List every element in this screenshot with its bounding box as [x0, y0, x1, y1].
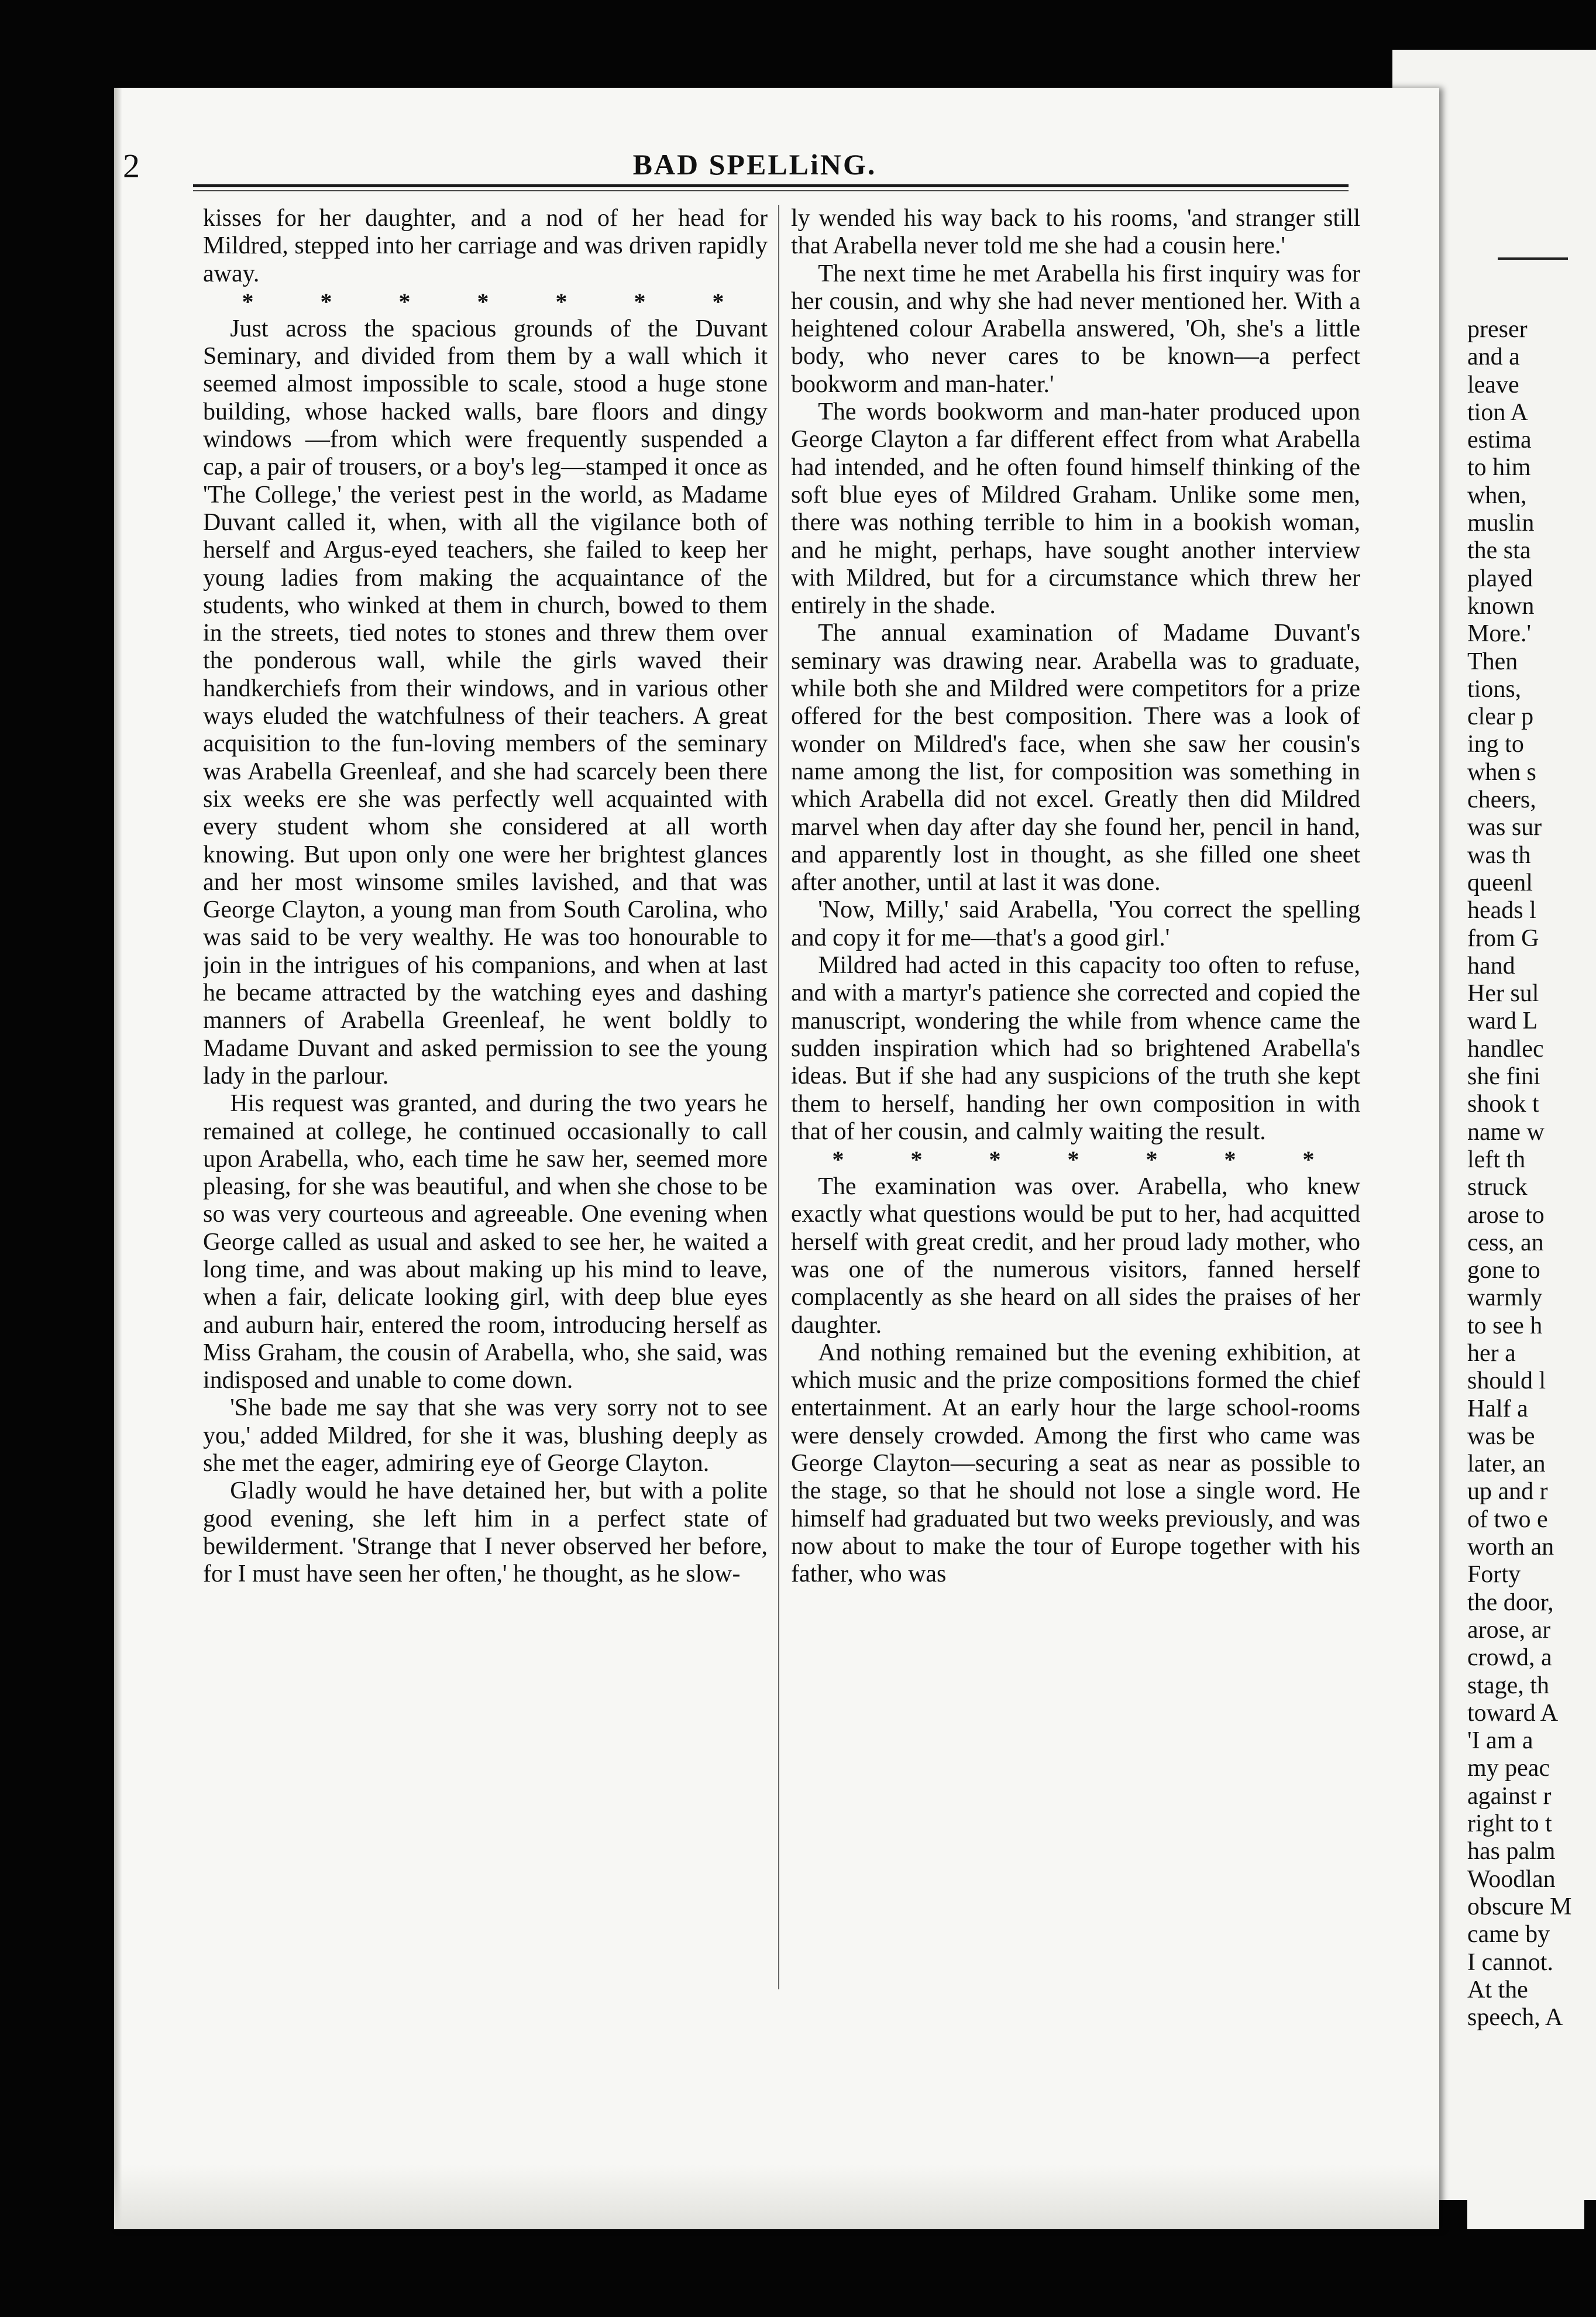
fragment-line: estima — [1467, 427, 1532, 454]
fragment-line: when, — [1467, 482, 1527, 509]
fragment-line: Her sul — [1467, 980, 1539, 1008]
fragment-line: More.' — [1467, 620, 1532, 648]
fragment-line: to see h — [1467, 1312, 1543, 1339]
paragraph: The annual examination of Madame Duvant's seminary was drawing near. Arabella was to graduate, while both she and Mildred were competitors for a prize offered for the best composition. There was a look of wonder on Mildred's face, when she saw her cousin's name among the list, for composition was something in which Arabella did not excel. Greatly then did Mildred marvel when day after day she found her, pencil in hand, and apparently lost in thought, as she filled one sheet after another, until at last it was done. — [791, 620, 1360, 896]
fragment-line: and a — [1467, 343, 1520, 371]
fragment-line: Woodlan — [1467, 1865, 1556, 1893]
fragment-line: muslin — [1467, 510, 1535, 537]
fragment-line: was be — [1467, 1422, 1535, 1450]
fragment-line: cess, an — [1467, 1229, 1544, 1256]
paragraph: And nothing remained but the evening exhibition, at which music and the prize compositions formed the chief entertainment. At an early hour the large school-rooms were densely crowded. Among the first who came was George Clayton—securing a seat as near as possible to the stage, so that he should not lose a single word. He himself had graduated but two weeks previously, and was now about to make the tour of Europe together with his father, who was — [791, 1339, 1360, 1588]
fragment-line: handlec — [1467, 1035, 1544, 1063]
fragment-line: arose, ar — [1467, 1616, 1551, 1644]
fragment-line: ward L — [1467, 1008, 1538, 1035]
fragment-line: 'I am a — [1467, 1727, 1533, 1755]
fragment-line: stage, th — [1467, 1672, 1549, 1699]
fragment-line: ing to — [1467, 731, 1524, 758]
fragment-line: when s — [1467, 758, 1536, 786]
fragment-line: crowd, a — [1467, 1644, 1552, 1672]
paragraph: ly wended his way back to his rooms, 'and stranger still that Arabella never told me she had a cousin here.' — [791, 205, 1360, 260]
paragraph: The examination was over. Arabella, who knew exactly what questions would be put to her, had acquitted herself with great credit, and her proud lady mother, who was one of the numerous visitors, fanned herself complacently as she heard on all sides the praises of her daughter. — [791, 1173, 1360, 1339]
fragment-line: warmly — [1467, 1284, 1543, 1312]
fragment-line: left th — [1467, 1146, 1526, 1173]
left-text-column — [203, 205, 768, 2153]
right-text-column — [791, 205, 1360, 2153]
fragment-line: leave — [1467, 371, 1519, 398]
fragment-line: worth an — [1467, 1534, 1554, 1561]
fragment-line: later, an — [1467, 1450, 1546, 1478]
fragment-line: was sur — [1467, 814, 1542, 841]
fragment-line: has palm — [1467, 1838, 1556, 1865]
fragment-line: the sta — [1467, 537, 1531, 565]
fragment-line: tions, — [1467, 675, 1522, 703]
next-page-column-fragment — [1467, 316, 1584, 2229]
fragment-line: from G — [1467, 924, 1539, 952]
fragment-line: her a — [1467, 1339, 1516, 1367]
fragment-line: to him — [1467, 454, 1531, 482]
fragment-line: toward A — [1467, 1699, 1559, 1727]
header-rule-thin — [193, 190, 1349, 191]
fragment-line: gone to — [1467, 1257, 1540, 1284]
column-divider — [778, 205, 779, 1989]
next-page-rule — [1498, 257, 1568, 260]
fragment-line: preser — [1467, 316, 1528, 343]
fragment-line: my peac — [1467, 1755, 1550, 1782]
fragment-line: Forty — [1467, 1561, 1521, 1589]
fragment-line: against r — [1467, 1782, 1552, 1810]
fragment-line: of two e — [1467, 1505, 1548, 1533]
fragment-line: struck — [1467, 1174, 1528, 1201]
paragraph: kisses for her daughter, and a nod of her head for Mildred, stepped into her carriage and was driven rapidly away. — [203, 205, 768, 287]
fragment-line: came by — [1467, 1921, 1550, 1948]
fragment-line: Half a — [1467, 1395, 1528, 1422]
fragment-line: she fini — [1467, 1063, 1540, 1091]
paragraph: Mildred had acted in this capacity too often to refuse, and with a martyr's patience she corrected and copied the manuscript, wondering the while from whence came the sudden inspiration which had so brightened Arabella's ideas. But if she had any suspicions of the truth she kept them to herself, handing her own composition in with that of her cousin, and calmly waiting the result. — [791, 952, 1360, 1145]
fragment-line: Then — [1467, 648, 1518, 675]
fragment-line: heads l — [1467, 897, 1536, 924]
fragment-line: cheers, — [1467, 786, 1536, 814]
fragment-line: name w — [1467, 1118, 1545, 1146]
paragraph: Gladly would he have detained her, but with a polite good evening, she left him in a perfect state of bewilderment. 'Strange that I never observed her before, for I must have seen her often,' he thought, as he slow- — [203, 1477, 768, 1588]
fragment-line: obscure M — [1467, 1893, 1572, 1920]
fragment-line: tion A — [1467, 398, 1528, 426]
paragraph: 'She bade me say that she was very sorry not to see you,' added Mildred, for she it was, blushing deeply as she met the eager, admiring eye of George Clayton. — [203, 1394, 768, 1477]
fragment-line: should l — [1467, 1367, 1546, 1395]
page-left-edge — [114, 88, 122, 2229]
paragraph: Just across the spacious grounds of the Duvant Seminary, and divided from them by a wall which it seemed almost impossible to scale, stood a huge stone building, whose hacked walls, bare floors and dingy windows —from which were frequently suspended a cap, a pair of trousers, or a boy's leg—stamped it once as 'The College,' the veriest pest in the world, as Madame Duvant called it, when, with all the vigilance both of herself and Argus-eyed teachers, she failed to keep her young ladies from making the acquaintance of the students, who winked at them in church, bowed to them in the streets, tied notes to stones and threw them over the ponderous wall, while the girls waved their handkerchiefs from their windows, and in various other ways eluded the watchfulness of their teachers. A great acquisition to the fun-loving members of the seminary was Arabella Greenleaf, and she had scarcely been there six weeks ere she was perfectly well acquainted with every student whom she considered at all worth knowing. But upon only one were her brightest glances and her most winsome smiles lavished, and that was George Clayton, a young man from South Carolina, who was said to be very wealthy. He was too honourable to join in the intrigues of his companions, and when at last he became attracted by the watching eyes and dashing manners of Arabella Greenleaf, he went boldly to Madame Duvant and asked permission to see the young lady in the parlour. — [203, 315, 768, 1089]
page-bottom-shade — [114, 2165, 1439, 2229]
fragment-line: queenl — [1467, 869, 1533, 896]
fragment-line: up and r — [1467, 1478, 1548, 1505]
header-rule — [193, 184, 1349, 187]
fragment-line: known — [1467, 592, 1535, 620]
fragment-line: clear p — [1467, 703, 1534, 731]
fragment-line: played — [1467, 565, 1533, 592]
fragment-line: was th — [1467, 841, 1531, 869]
paragraph: His request was granted, and during the two years he remained at college, he continued occasionally to call upon Arabella, who, each time he saw her, seemed more pleasing, for she was beautiful, and when she chose to be so was very courteous and agreeable. One evening when George called as usual and asked to see her, he waited a long time, and was about making up his mind to leave, when a fair, delicate looking girl, with deep blue eyes and auburn hair, entered the room, introducing herself as Miss Graham, the cousin of Arabella, who, she said, was indisposed and unable to come down. — [203, 1090, 768, 1394]
paragraph: The next time he met Arabella his first inquiry was for her cousin, and why she had never mentioned her. With a heightened colour Arabella answered, 'Oh, she's a little body, who never cares to be known—a perfect bookworm and man-hater.' — [791, 260, 1360, 398]
section-break: * * * * * * * — [242, 288, 755, 315]
section-break: * * * * * * * — [832, 1146, 1345, 1173]
running-title: BAD SPELLiNG. — [632, 148, 877, 181]
fragment-line: the door, — [1467, 1589, 1554, 1616]
fragment-line: speech, A — [1467, 2004, 1563, 2031]
fragment-line: At the — [1467, 1976, 1528, 2003]
fragment-line: arose to — [1467, 1201, 1545, 1229]
paragraph: 'Now, Milly,' said Arabella, 'You correct the spelling and copy it for me—that's a good girl.' — [791, 896, 1360, 951]
fragment-line: I cannot. — [1467, 1948, 1553, 1976]
fragment-line: right to t — [1467, 1810, 1552, 1838]
fragment-line: hand — [1467, 952, 1515, 979]
page-number: 2 — [123, 147, 140, 185]
fragment-line: shook t — [1467, 1091, 1539, 1118]
paragraph: The words bookworm and man-hater produced upon George Clayton a far different effect from what Arabella had intended, and he often found himself thinking of the soft blue eyes of Mildred Graham. Unlike some men, there was nothing terrible to him in a bookish woman, and he might, perhaps, have sought another interview with Mildred, but for a circumstance which threw her entirely in the shade. — [791, 398, 1360, 620]
